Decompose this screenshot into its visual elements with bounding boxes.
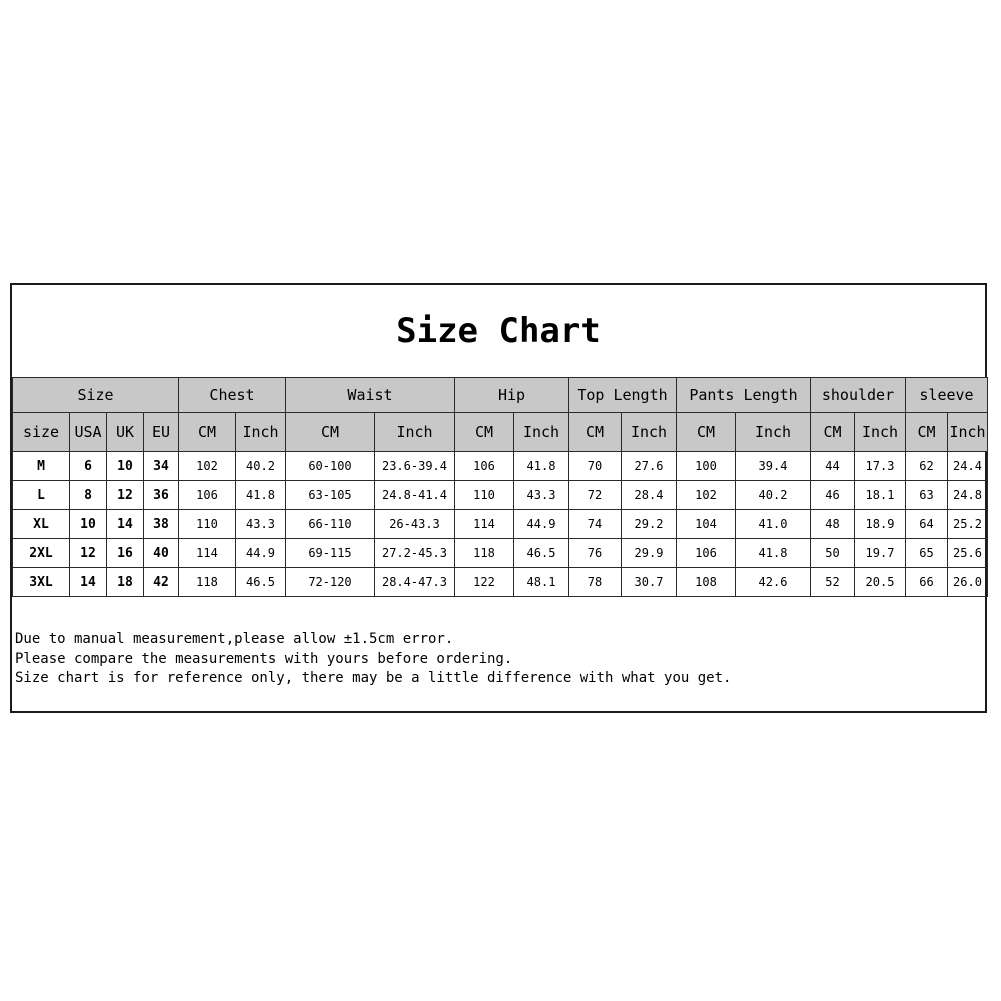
table-cell: 3XL [13,568,70,597]
table-cell: 27.6 [622,452,677,481]
note-line: Due to manual measurement,please allow ±1.5cm error. [15,631,454,647]
table-cell: 102 [677,481,736,510]
table-cell: 18 [107,568,144,597]
table-cell: 104 [677,510,736,539]
table-cell: 16 [107,539,144,568]
table-cell: 30.7 [622,568,677,597]
table-cell: 12 [70,539,107,568]
table-cell: 41.8 [514,452,569,481]
sub-header-cell: CM [677,413,736,452]
table-cell: 14 [70,568,107,597]
table-body [13,452,988,597]
sub-header-cell: Inch [736,413,811,452]
table-cell: 46 [811,481,855,510]
table-cell: 63-105 [286,481,375,510]
table-cell: 36 [144,481,179,510]
table-cell: 18.1 [855,481,906,510]
table-cell: 70 [569,452,622,481]
table-cell: 46.5 [514,539,569,568]
table-cell: 39.4 [736,452,811,481]
table-cell: 40.2 [736,481,811,510]
sub-header-cell: size [13,413,70,452]
table-cell: 41.8 [736,539,811,568]
sub-header-cell: CM [179,413,236,452]
table-cell: 19.7 [855,539,906,568]
sub-header-cell: Inch [236,413,286,452]
table-cell: 40.2 [236,452,286,481]
size-table [12,377,988,597]
table-cell: 29.2 [622,510,677,539]
table-cell: 66 [906,568,948,597]
group-header-sleeve: sleeve [906,378,988,413]
group-header-shoulder: shoulder [811,378,906,413]
table-row [13,568,988,597]
table-cell: 23.6-39.4 [375,452,455,481]
table-cell: 20.5 [855,568,906,597]
table-cell: 24.4 [948,452,988,481]
note-line: Size chart is for reference only, there may be a little difference with what you get. [15,670,732,686]
table-cell: 110 [179,510,236,539]
table-cell: 102 [179,452,236,481]
table-cell: 118 [455,539,514,568]
table-cell: 38 [144,510,179,539]
table-cell: 106 [179,481,236,510]
group-header-top-length: Top Length [569,378,677,413]
notes [15,630,975,689]
table-cell: 110 [455,481,514,510]
sub-header-cell: Inch [375,413,455,452]
table-cell: 72 [569,481,622,510]
table-row [13,481,988,510]
table-cell: M [13,452,70,481]
table-cell: 100 [677,452,736,481]
table-cell: 44 [811,452,855,481]
table-cell: 24.8 [948,481,988,510]
table-cell: 48.1 [514,568,569,597]
table-cell: 10 [107,452,144,481]
table-cell: 64 [906,510,948,539]
chart-title: Size Chart [396,311,601,351]
table-cell: 25.6 [948,539,988,568]
note-line: Please compare the measurements with yours before ordering. [15,650,513,667]
table-cell: 24.8-41.4 [375,481,455,510]
table-cell: 66-110 [286,510,375,539]
table-cell: 122 [455,568,514,597]
table-cell: 60-100 [286,452,375,481]
sub-header-cell: CM [286,413,375,452]
sub-header-cell: Inch [855,413,906,452]
sub-header-cell: CM [455,413,514,452]
sub-header-cell: UK [107,413,144,452]
table-cell: 44.9 [236,539,286,568]
table-cell: 72-120 [286,568,375,597]
group-header-size: Size [13,378,179,413]
table-cell: 48 [811,510,855,539]
table-cell: 108 [677,568,736,597]
table-cell: L [13,481,70,510]
group-header-pants-length: Pants Length [677,378,811,413]
table-cell: 118 [179,568,236,597]
table-cell: 50 [811,539,855,568]
table-cell: 34 [144,452,179,481]
table-cell: 29.9 [622,539,677,568]
table-cell: 12 [107,481,144,510]
table-cell: 78 [569,568,622,597]
table-cell: 46.5 [236,568,286,597]
table-cell: 65 [906,539,948,568]
sub-header-cell: Inch [622,413,677,452]
table-cell: 6 [70,452,107,481]
table-cell: 74 [569,510,622,539]
table-row [13,452,988,481]
table-cell: 63 [906,481,948,510]
table-cell: 2XL [13,539,70,568]
table-cell: 17.3 [855,452,906,481]
sub-header-cell: USA [70,413,107,452]
table-cell: 28.4 [622,481,677,510]
table-cell: 18.9 [855,510,906,539]
table-cell: 44.9 [514,510,569,539]
table-cell: 106 [677,539,736,568]
table-cell: 43.3 [236,510,286,539]
table-cell: 114 [179,539,236,568]
table-cell: 8 [70,481,107,510]
table-cell: 26-43.3 [375,510,455,539]
sub-header-cell: CM [569,413,622,452]
sub-header-cell: Inch [948,413,988,452]
sub-header-cell: CM [906,413,948,452]
table-cell: 27.2-45.3 [375,539,455,568]
table-cell: 106 [455,452,514,481]
sub-header-cell: Inch [514,413,569,452]
table-cell: 26.0 [948,568,988,597]
table-cell: 41.8 [236,481,286,510]
table-cell: 114 [455,510,514,539]
table-cell: XL [13,510,70,539]
table-cell: 52 [811,568,855,597]
size-chart-sheet [10,283,987,713]
table-cell: 42 [144,568,179,597]
group-header-waist: Waist [286,378,455,413]
group-header-hip: Hip [455,378,569,413]
table-row [13,510,988,539]
sub-header-cell: CM [811,413,855,452]
table-cell: 25.2 [948,510,988,539]
sub-header-row [13,413,988,452]
sub-header-cell: EU [144,413,179,452]
table-cell: 41.0 [736,510,811,539]
table-cell: 76 [569,539,622,568]
table-cell: 10 [70,510,107,539]
table-cell: 14 [107,510,144,539]
group-header-row [13,378,988,413]
group-header-chest: Chest [179,378,286,413]
table-cell: 42.6 [736,568,811,597]
table-row [13,539,988,568]
table-cell: 69-115 [286,539,375,568]
table-cell: 28.4-47.3 [375,568,455,597]
table-cell: 40 [144,539,179,568]
table-cell: 62 [906,452,948,481]
table-cell: 43.3 [514,481,569,510]
